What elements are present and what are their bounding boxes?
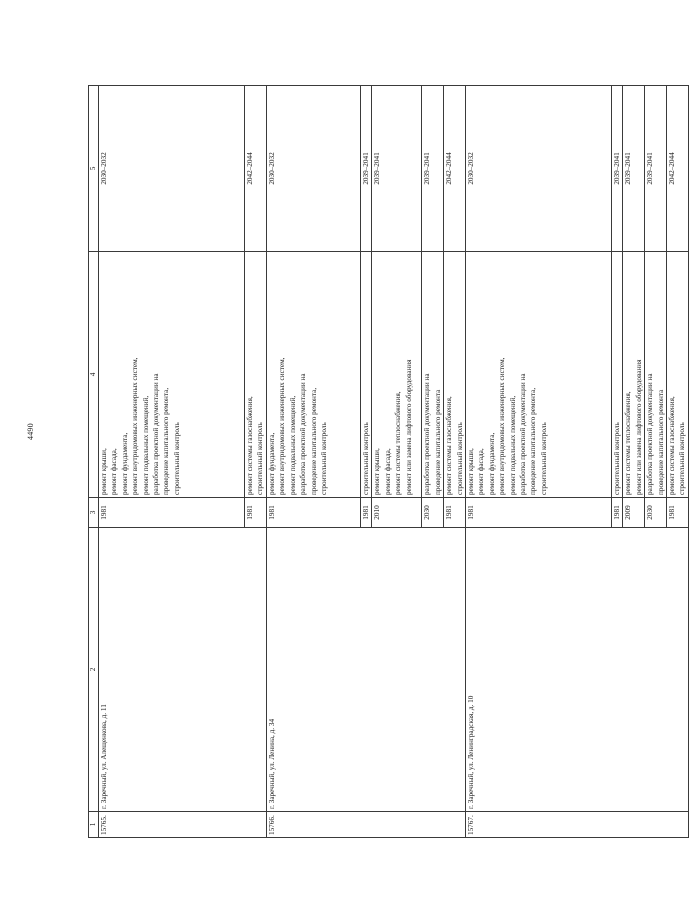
work-item: ремонт крыши,: [100, 448, 108, 495]
address-cell: г. Заречный, ул. Ленина, д. 34: [267, 528, 466, 812]
row-number-cell: 15767.: [466, 812, 689, 838]
year-cell: 1981: [361, 498, 372, 528]
work-item: ремонт системы газоснабжения,: [246, 396, 254, 495]
year-cell: 2030: [422, 498, 444, 528]
work-item: ремонт или замена лифтового оборудования: [404, 359, 413, 495]
period-cell: 2030–2032: [466, 86, 612, 252]
period-cell: 2030–2032: [267, 86, 361, 252]
work-item: проведение капитального ремонта,: [309, 387, 318, 495]
period-cell: 2039–2041: [645, 86, 667, 252]
year-cell: 1981: [444, 498, 466, 528]
year-cell: 1981: [99, 498, 245, 528]
page-number: 4490: [26, 423, 35, 440]
work-item: ремонт фундамента,: [487, 432, 496, 495]
period-cell: 2042–2044: [245, 86, 267, 252]
work-item: строительный контроль: [678, 422, 687, 495]
works-cell: [267, 252, 361, 498]
period-cell: 2042–2044: [444, 86, 466, 252]
works-cell: [372, 252, 422, 498]
work-item: разработка проектной документации на: [152, 373, 161, 495]
work-item: ремонт подвальных помещений,: [288, 395, 297, 495]
work-item: строительный контроль: [256, 422, 265, 495]
document-table-wrapper: [88, 86, 687, 838]
work-item: разработка проектной документации на: [299, 373, 308, 495]
work-item: разработка проектной документации на: [646, 373, 655, 495]
work-item: ремонт фасада,: [110, 448, 119, 495]
address-cell: г. Заречный, ул. Алещенкова, д. 11: [99, 528, 267, 812]
work-item: строительный контроль: [320, 422, 329, 495]
work-item: строительный контроль: [172, 422, 181, 495]
work-item: ремонт системы газоснабжения,: [668, 396, 677, 495]
year-cell: 1981: [612, 498, 623, 528]
period-cell: 2039–2041: [361, 86, 372, 252]
year-cell: 2010: [372, 498, 422, 528]
work-item: проведение капитального ремонта: [656, 389, 665, 495]
work-item: строительный контроль: [455, 422, 464, 495]
year-cell: 1981: [667, 498, 689, 528]
address-cell: г. Заречный, ул. Ленинградская, д. 10: [466, 528, 689, 812]
year-cell: 2009: [623, 498, 645, 528]
work-item: ремонт подвальных помещений,: [508, 395, 517, 495]
table-row: [466, 86, 612, 838]
header-cell-5: 5: [89, 86, 99, 252]
table-row: [99, 86, 245, 838]
work-item: ремонт внутридомовых инженерных систем,: [278, 357, 287, 495]
work-item: проведение капитального ремонта,: [162, 387, 171, 495]
period-cell: 2039–2041: [623, 86, 645, 252]
work-item: ремонт внутридомовых инженерных систем,: [131, 357, 140, 495]
work-item: проведение капитального ремонта: [433, 389, 442, 495]
works-cell: [245, 252, 267, 498]
year-cell: 1981: [466, 498, 612, 528]
work-item: проведение капитального ремонта,: [529, 387, 538, 495]
work-item: ремонт системы газоснабжения,: [445, 396, 454, 495]
work-item: ремонт системы теплоснабжения,: [394, 391, 403, 495]
row-number-cell: 15765.: [99, 812, 267, 838]
header-cell-3: 3: [89, 498, 99, 528]
work-item: ремонт или замена лифтового оборудования: [634, 359, 643, 495]
works-cell: [466, 252, 612, 498]
row-number-cell: 15766.: [267, 812, 466, 838]
work-item: ремонт крыши,: [373, 448, 382, 495]
year-cell: 1981: [267, 498, 361, 528]
header-cell-4: 4: [89, 252, 99, 498]
year-cell: 1981: [245, 498, 267, 528]
period-cell: 2042–2044: [667, 86, 689, 252]
period-cell: 2039–2041: [372, 86, 422, 252]
work-item: строительный контроль: [613, 422, 622, 495]
work-item: ремонт фасада,: [477, 448, 486, 495]
work-item: ремонт фасада,: [383, 448, 392, 495]
header-cell-2: 2: [89, 528, 99, 812]
work-item: разработка проектной документации на: [423, 373, 432, 495]
work-item: ремонт фундамента,: [120, 432, 129, 495]
work-item: строительный контроль: [539, 422, 548, 495]
works-cell: [361, 252, 372, 498]
period-cell: 2030–2032: [99, 86, 245, 252]
works-cell: [667, 252, 689, 498]
work-item: ремонт внутридомовых инженерных систем,: [498, 357, 507, 495]
repair-schedule-table: [88, 85, 689, 838]
work-item: строительный контроль: [362, 422, 370, 495]
works-cell: [645, 252, 667, 498]
year-cell: 2030: [645, 498, 667, 528]
period-cell: 2039–2041: [612, 86, 623, 252]
work-item: ремонт системы теплоснабжения,: [624, 391, 633, 495]
header-cell-1: 1: [89, 812, 99, 838]
works-cell: [99, 252, 245, 498]
work-item: разработка проектной документации на: [519, 373, 528, 495]
table-row: [267, 86, 361, 838]
work-item: ремонт крыши,: [467, 448, 476, 495]
table-body: [99, 86, 689, 838]
works-cell: [444, 252, 466, 498]
works-cell: [612, 252, 623, 498]
works-cell: [422, 252, 444, 498]
works-cell: [623, 252, 645, 498]
header-row: [89, 86, 99, 838]
work-item: ремонт фундамента,: [268, 432, 276, 495]
period-cell: 2039–2041: [422, 86, 444, 252]
work-item: ремонт подвальных помещений,: [141, 395, 150, 495]
